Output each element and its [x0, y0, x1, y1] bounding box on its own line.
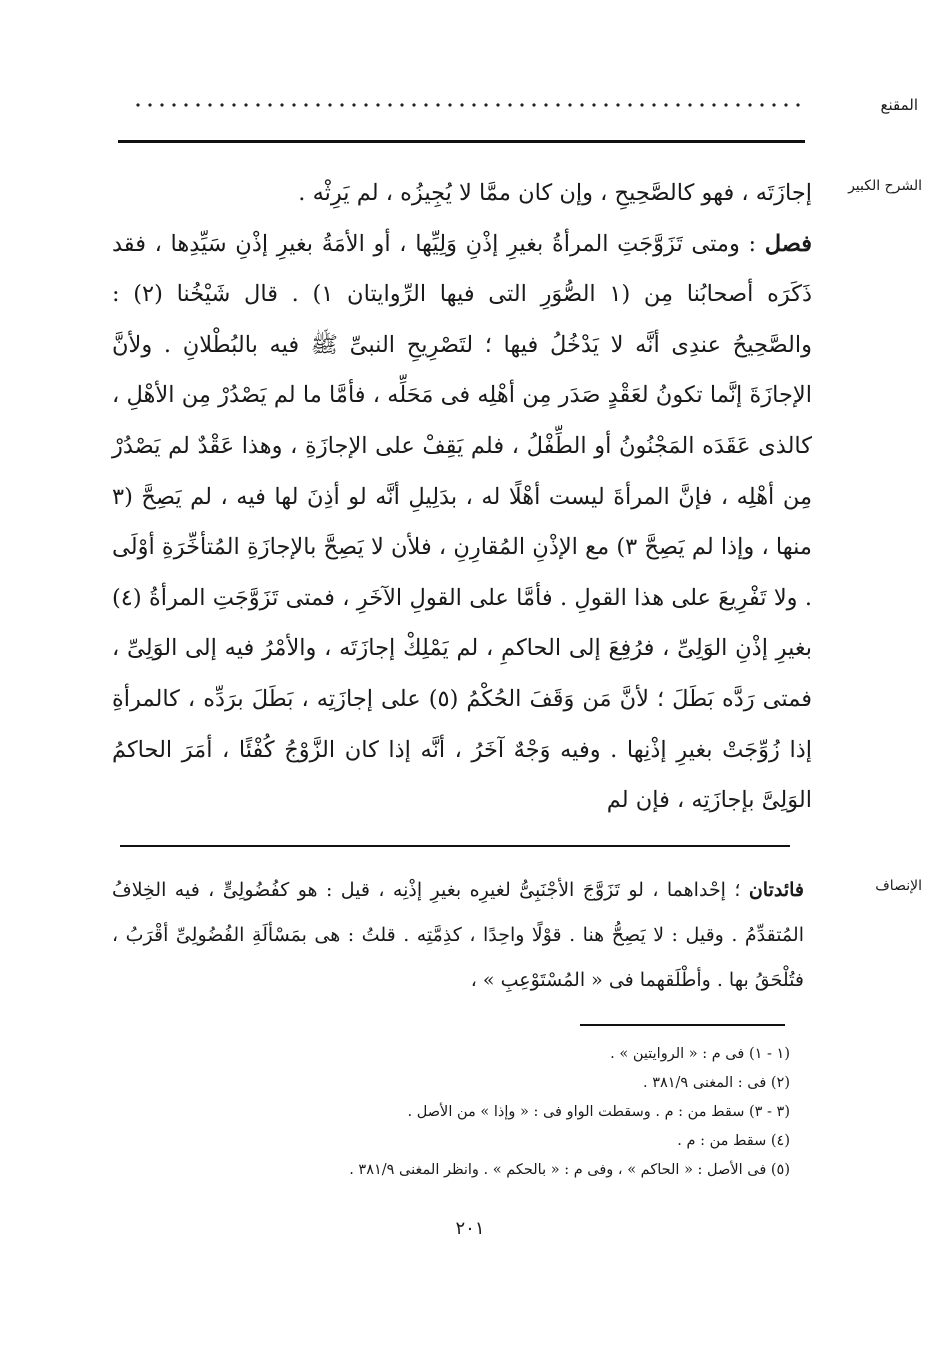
margin-label-insaf: الإنصاف	[875, 878, 922, 894]
insaf-paragraph	[112, 868, 804, 1003]
insaf-heading: فائدتان	[748, 879, 805, 901]
footnote-3: (٣ - ٣) سقط من : م . وسقطت الواو فى : « وإذا » من الأصل .	[407, 1104, 790, 1120]
footnote-4: (٤) سقط من : م .	[677, 1133, 790, 1149]
commentary-body	[112, 168, 812, 826]
page-number: ٢٠١	[455, 1218, 485, 1239]
continuation-paragraph: إجازَتَه ، فهو كالصَّحِيحِ ، وإن كان ممَّا لا يُجِيزُه ، لم يَرِثْه .	[298, 180, 812, 206]
margin-label-sharh: الشرح الكبير	[848, 178, 922, 194]
section-divider-rule	[120, 845, 790, 847]
footnote-rule	[580, 1024, 785, 1026]
section-text: : ومتى تَزَوَّجَتِ المرأةُ بغيرِ إذْنِ وَلِيِّها ، أو الأمَةُ بغيرِ إذْنِ سَيِّدِها ، فقد ذَكَرَه أصحابُنا مِن (١ الصُّوَرِ التى فيها الرِّوايتان ١) . قال شَيْخُنا (٢) : والصَّحِيحُ عندِى أنَّه لا يَدْخُلُ فيها ؛ لتَصْرِيحِ النبىِّ ﷺ فيه بالبُطْلانِ . ولأنَّ الإجازَةَ إنَّما تكونُ لعَقْدٍ صَدَر مِن أهْلِه فى مَحَلِّه ، فأمَّا ما لم يَصْدُرْ مِن الأهْلِ ، كالذى عَقَدَه المَجْنُونُ أو الطِّفْلُ ، فلم يَقِفْ على الإجازَةِ ، وهذا عَقْدٌ لم يَصْدُرْ مِن أهْلِه ، فإنَّ المرأةَ ليست أهْلًا له ، بدَلِيلِ أنَّه لو أذِنَ لها فيه ، لم يَصِحَّ (٣ منها ، وإذا لم يَصِحَّ ٣) مع الإذْنِ المُقارِنِ ، فلأن لا يَصِحَّ بالإجازَةِ المُتأخِّرَةِ أوْلَى . ولا تَفْرِيعَ على هذا القولِ . فأمَّا على القولِ الآخَرِ ، فمتى تَزَوَّجَتِ المرأةُ (٤) بغيرِ إذْنِ الوَلِىِّ ، فرُفِعَ إلى الحاكمِ ، لم يَمْلِكْ إجازَتَه ، والأمْرُ فيه إلى الوَلِىِّ ، فمتى رَدَّه بَطَلَ ؛ لأنَّ مَن وَقَفَ الحُكْمُ (٥) على إجازَتِه ، بَطَلَ برَدِّه ، كالمرأةِ إذا زُوِّجَتْ بغيرِ إذْنِها . وفيه وَجْهٌ آخَرُ ، أنَّه إذا كان الزَّوْجُ كُفْئًا ، أمَرَ الحاكمُ الوَلِىَّ بإجازَتِه ، فإن لم	[112, 230, 813, 814]
section-heading: فصل	[764, 230, 812, 257]
footnote-5: (٥) فى الأصل : « الحاكم » ، وفى م : « بالحكم » . وانظر المغنى ٣٨١/٩ .	[349, 1162, 790, 1178]
header-dotted-leader	[132, 102, 802, 108]
section-paragraph	[112, 219, 812, 826]
insaf-text: ؛ إحْداهما ، لو تَزَوَّجَ الأجْنَبِىُّ لغيرِه بغيرِ إذْنِه ، قيل : هو كفُضُولِىٍّ ، فيه الخِلافُ المُتقدِّمُ . وقيل : لا يَصِحُّ هنا . قوْلًا واحِدًا ، كذِمَّتِه . قلتُ : هى بمَسْألَةِ الفُضُولِىِّ أقْرَبُ ، فتُلْحَقُ بها . وأطْلَقهما فى « المُسْتَوْعِبِ » ،	[112, 879, 804, 991]
footnote-1: (١ - ١) فى م : « الروايتين » .	[610, 1046, 790, 1062]
footnotes	[250, 1040, 790, 1185]
running-header-title: المقنع	[880, 96, 918, 114]
insaf-body	[112, 868, 804, 1003]
footnote-2: (٢) فى : المغنى ٣٨١/٩ .	[642, 1075, 790, 1091]
header-rule	[118, 140, 805, 143]
